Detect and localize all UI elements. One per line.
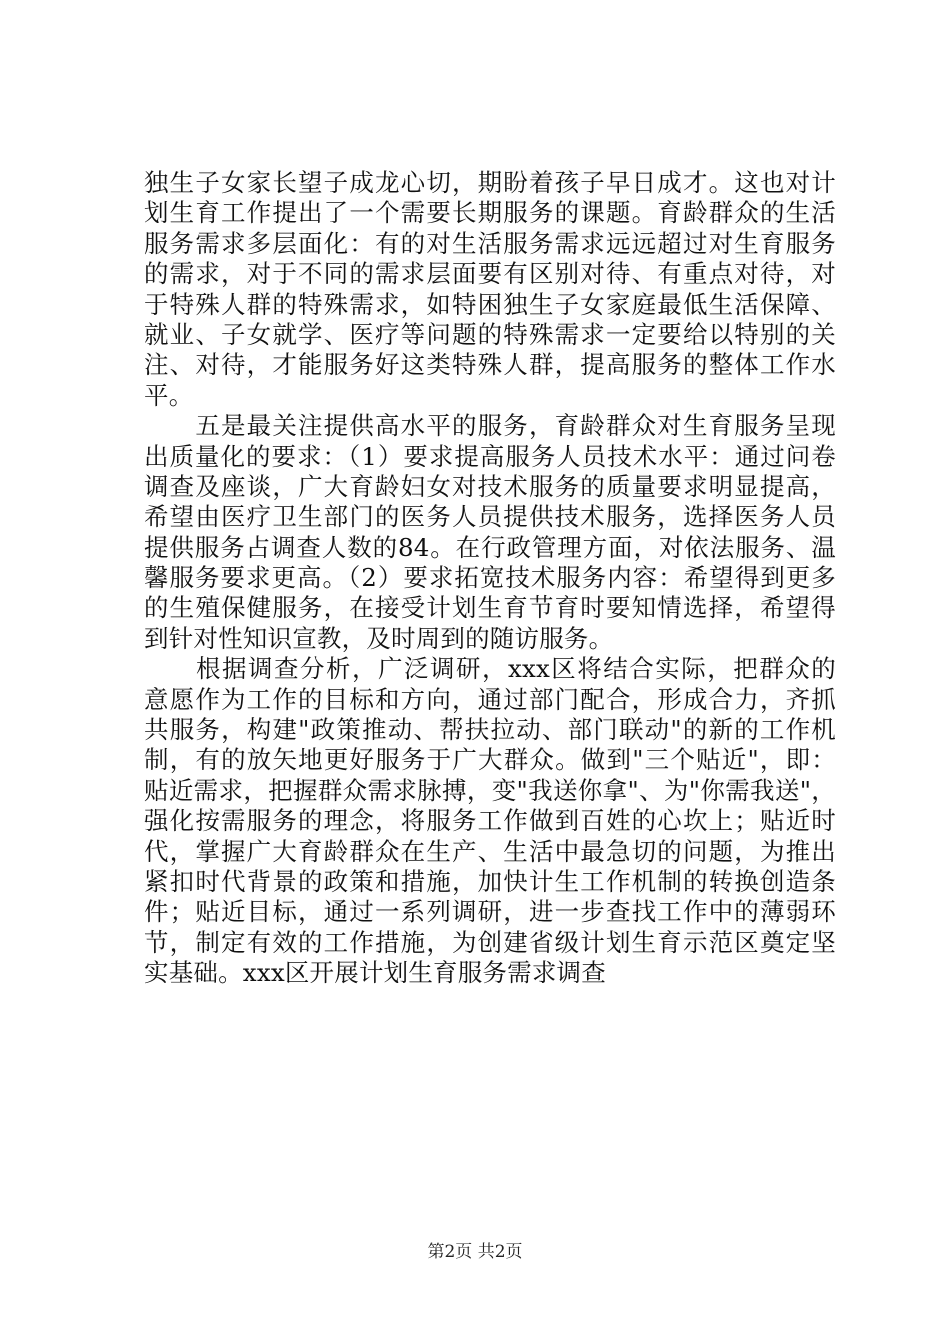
text-line: 就业、子女就学、医疗等问题的特殊需求一定要给以特别的关 xyxy=(144,319,836,349)
text-line: 件；贴近目标，通过一系列调研，进一步查找工作中的薄弱环 xyxy=(144,897,836,927)
text-line: 共服务，构建"政策推动、帮扶拉动、部门联动"的新的工作机 xyxy=(144,715,836,745)
text-line: 独生子女家长望子成龙心切，期盼着孩子早日成才。这也对计 xyxy=(144,168,836,197)
text-line: 平。 xyxy=(144,380,194,410)
text-line: 的生殖保健服务，在接受计划生育节育时要知情选择，希望得 xyxy=(144,593,836,623)
text-line: 服务需求多层面化：有的对生活服务需求远远超过对生育服务 xyxy=(144,228,836,258)
text-line: 于特殊人群的特殊需求，如特困独生子女家庭最低生活保障、 xyxy=(144,289,836,319)
text-line: 意愿作为工作的目标和方向，通过部门配合，形成合力，齐抓 xyxy=(144,684,836,714)
text-line: 强化按需服务的理念，将服务工作做到百姓的心坎上；贴近时 xyxy=(144,806,836,836)
paragraph-3 xyxy=(144,654,836,988)
paragraph-2 xyxy=(144,411,836,654)
text-line: 调查及座谈，广大育龄妇女对技术服务的质量要求明显提高， xyxy=(144,471,836,501)
text-line: 实基础。xxx区开展计划生育服务需求调查 xyxy=(144,958,606,988)
text-line: 的需求，对于不同的需求层面要有区别对待、有重点对待，对 xyxy=(144,259,836,289)
text-line: 希望由医疗卫生部门的医务人员提供技术服务，选择医务人员 xyxy=(144,502,836,532)
text-line: 根据调查分析，广泛调研，xxx区将结合实际，把群众的 xyxy=(144,654,836,684)
text-line: 贴近需求，把握群众需求脉搏，变"我送你拿"、为"你需我送"， xyxy=(144,775,836,805)
text-line: 馨服务要求更高。（2）要求拓宽技术服务内容：希望得到更多 xyxy=(144,563,836,593)
page-footer: 第2页 共2页 xyxy=(427,1242,523,1262)
document-body xyxy=(144,168,836,989)
text-line: 制，有的放矢地更好服务于广大群众。做到"三个贴近"，即： xyxy=(144,745,836,775)
text-line: 提供服务占调查人数的84。在行政管理方面，对依法服务、温 xyxy=(144,532,836,562)
text-line: 代，掌握广大育龄群众在生产、生活中最急切的问题，为推出 xyxy=(144,836,836,866)
text-line: 注、对待，才能服务好这类特殊人群，提高服务的整体工作水 xyxy=(144,350,836,380)
paragraph-1 xyxy=(144,168,836,411)
text-line: 划生育工作提出了一个需要长期服务的课题。育龄群众的生活 xyxy=(144,198,836,228)
text-line: 紧扣时代背景的政策和措施，加快计生工作机制的转换创造条 xyxy=(144,866,836,896)
text-line: 五是最关注提供高水平的服务，育龄群众对生育服务呈现 xyxy=(144,411,836,441)
text-line: 到针对性知识宣教，及时周到的随访服务。 xyxy=(144,623,614,653)
text-line: 出质量化的要求：（1）要求提高服务人员技术水平：通过问卷 xyxy=(144,441,836,471)
text-line: 节，制定有效的工作措施，为创建省级计划生育示范区奠定坚 xyxy=(144,927,836,957)
